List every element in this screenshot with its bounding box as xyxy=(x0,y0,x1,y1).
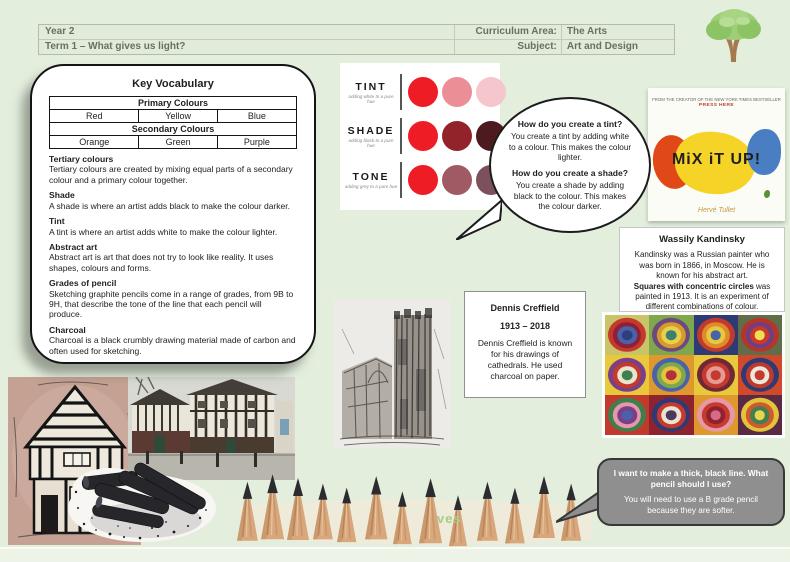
tint-question-bubble xyxy=(489,97,651,233)
definition-term: Tint xyxy=(49,216,65,227)
shade-answer: You create a shade by adding black to the colour. This makes the colour darker. xyxy=(513,181,627,212)
tint-row xyxy=(344,70,500,114)
painting-cell xyxy=(694,315,738,355)
curriculum-area-value: The Arts xyxy=(566,26,608,37)
tone-label-wrap xyxy=(344,171,398,189)
shade-question: How do you create a shade? xyxy=(511,168,629,178)
key-vocabulary-title: Key Vocabulary xyxy=(132,78,214,90)
kandinsky-bio: Kandinsky was a Russian painter who was born in 1866, in Moscow. He is known for his abstract art. xyxy=(634,250,770,281)
header-row-2 xyxy=(39,40,674,54)
definition-term: Shade xyxy=(49,190,75,201)
definition-text: Tertiary colours are created by mixing equal parts of a secondary colour and a primary colour together. xyxy=(49,164,293,185)
header-row-1 xyxy=(39,25,674,40)
watermark-text: ves xyxy=(437,511,462,526)
creffield-info-box xyxy=(464,291,586,398)
tint-swatch-3 xyxy=(476,77,506,107)
book-press-here: PRESS HERE xyxy=(699,103,734,108)
definition-term: Grades of pencil xyxy=(49,278,117,289)
painting-cell xyxy=(738,395,782,435)
pencil-bubble-tail xyxy=(556,486,602,524)
secondary-colour-orange: Orange xyxy=(50,136,139,149)
creffield-name: Dennis Creffield xyxy=(490,303,560,313)
primary-colours-header: Primary Colours xyxy=(50,97,297,110)
definition-term: Abstract art xyxy=(49,241,98,252)
divider xyxy=(400,118,402,154)
kandinsky-info-box xyxy=(619,227,785,312)
shade-swatch-2 xyxy=(442,121,472,151)
painting-cell xyxy=(738,315,782,355)
creffield-text: Dennis Creffield is known for his drawings of cathedrals. He used charcoal on paper. xyxy=(477,338,573,382)
tint-sublabel: adding white to a pure hue xyxy=(348,93,394,104)
tint-label-wrap xyxy=(344,81,398,104)
tint-question: How do you create a tint? xyxy=(517,119,623,130)
key-vocabulary-box xyxy=(30,64,316,364)
creffield-years: 1913 – 2018 xyxy=(499,320,551,331)
tone-sublabel: adding grey to a pure hue xyxy=(344,184,398,189)
tint-label: TINT xyxy=(355,80,387,93)
definition-text: Charcoal is a black crumbly drawing material made of carbon and often used for sketching. xyxy=(49,335,296,356)
header-table xyxy=(38,24,675,55)
definitions-list xyxy=(49,154,297,356)
kandinsky-work-line xyxy=(627,282,777,313)
definition-text: A shade is where an artist adds black to make the colour darker. xyxy=(49,200,290,211)
painting-cell xyxy=(694,355,738,395)
primary-colour-blue: Blue xyxy=(217,110,296,123)
cathedral-drawing xyxy=(334,299,451,448)
book-title: MiX iT UP! xyxy=(671,151,762,168)
pencil-question: I want to make a thick, black line. What pencil should I use? xyxy=(613,467,769,489)
painting-cell xyxy=(649,355,693,395)
painting-cell xyxy=(649,395,693,435)
painting-cell xyxy=(605,395,649,435)
tint-swatch-1 xyxy=(408,77,438,107)
kandinsky-painting xyxy=(602,312,785,438)
book-tagline-text: FROM THE CREATOR OF THE NEW YORK TIMES BESTSELLER xyxy=(652,97,781,102)
mix-it-up-book-cover xyxy=(648,88,785,221)
painting-cell xyxy=(649,315,693,355)
shade-swatch-1 xyxy=(408,121,438,151)
kandinsky-work-text: was painted in 1913. It is an experiment of different combinations of colour. xyxy=(635,281,771,312)
tint-answer: You create a tint by adding white to a colour. This makes the colour lighter. xyxy=(508,132,632,163)
pencils-image xyxy=(235,466,597,550)
shade-row xyxy=(344,114,500,158)
secondary-colours-header: Secondary Colours xyxy=(50,123,297,136)
shade-label: SHADE xyxy=(347,124,395,137)
speech-bubble-tail xyxy=(456,192,502,240)
pencil-answer: You will need to use a B grade pencil because they are softer. xyxy=(624,495,758,516)
colour-table xyxy=(49,96,297,149)
year-label: Year 2 xyxy=(39,25,455,39)
painting-cell xyxy=(605,355,649,395)
tone-swatch-2 xyxy=(442,165,472,195)
subject-value: Art and Design xyxy=(566,41,638,52)
definition-text: Abstract art is art that does not try to look like reality. It uses shapes, colours and forms. xyxy=(49,252,274,273)
tone-swatch-1 xyxy=(408,165,438,195)
definition-text: Sketching graphite pencils come in a range of grades, from 9B to 9H, that describe the tone of the line that each pencil will produce. xyxy=(49,288,294,320)
tint-shade-tone-chart xyxy=(340,63,500,210)
kandinsky-title: Wassily Kandinsky xyxy=(659,234,745,245)
kandinsky-work-title: Squares with concentric circles xyxy=(633,281,754,291)
tint-swatch-2 xyxy=(442,77,472,107)
painting-cell xyxy=(605,315,649,355)
painting-cell xyxy=(738,355,782,395)
subject-label: Subject: xyxy=(455,40,562,54)
book-author: Hervé Tullet xyxy=(697,207,736,214)
pencil-question-bubble xyxy=(597,458,785,526)
painting-cell xyxy=(694,395,738,435)
green-paint-splat xyxy=(764,190,770,198)
tone-label: TONE xyxy=(352,171,390,183)
divider xyxy=(400,162,402,198)
secondary-colour-green: Green xyxy=(139,136,217,149)
primary-colour-red: Red xyxy=(50,110,139,123)
shade-sublabel: adding black to a pure hue xyxy=(348,137,394,148)
secondary-colour-purple: Purple xyxy=(217,136,296,149)
book-tagline xyxy=(648,97,785,108)
divider xyxy=(400,74,402,110)
primary-colour-yellow: Yellow xyxy=(139,110,217,123)
curriculum-area-label: Curriculum Area: xyxy=(455,25,562,39)
shade-label-wrap xyxy=(344,125,398,148)
definition-text: A tint is where an artist adds white to make the colour lighter. xyxy=(49,226,278,237)
definition-term: Charcoal xyxy=(49,324,86,335)
tree-icon xyxy=(703,6,765,64)
charcoal-sticks-image xyxy=(66,458,218,544)
definition-term: Tertiary colours xyxy=(49,154,114,164)
term-label: Term 1 – What gives us light? xyxy=(39,40,455,54)
